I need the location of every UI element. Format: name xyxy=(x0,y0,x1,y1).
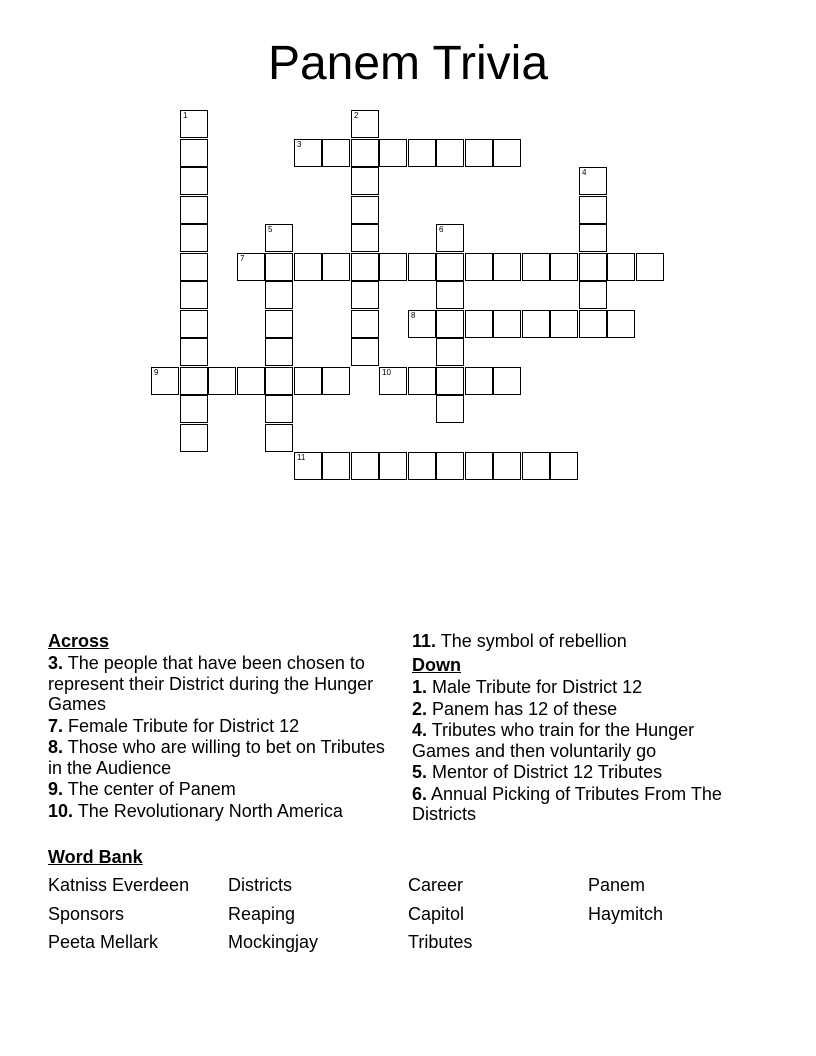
grid-cell[interactable] xyxy=(636,253,664,281)
clue-number: 7. xyxy=(48,715,64,736)
grid-cell[interactable] xyxy=(436,253,464,281)
grid-cell[interactable] xyxy=(351,196,379,224)
grid-cell[interactable] xyxy=(408,367,436,395)
across-clue-10 xyxy=(48,801,393,822)
grid-cell[interactable] xyxy=(436,452,464,480)
clue-text: The center of Panem xyxy=(67,779,236,799)
down-clue-5 xyxy=(412,762,752,783)
grid-cell[interactable] xyxy=(436,367,464,395)
grid-cell[interactable] xyxy=(351,338,379,366)
grid-cell[interactable] xyxy=(180,367,208,395)
clue-text: Mentor of District 12 Tributes xyxy=(432,762,663,782)
grid-cell[interactable] xyxy=(351,310,379,338)
cell-number: 2 xyxy=(354,111,359,120)
grid-cell[interactable] xyxy=(550,253,578,281)
word-bank-item: Reaping xyxy=(228,904,296,924)
grid-cell[interactable] xyxy=(322,139,350,167)
across-clue-8 xyxy=(48,737,393,778)
clue-text: Annual Picking of Tributes From The Districts xyxy=(412,783,722,824)
cell-number: 7 xyxy=(240,254,245,263)
cell-number: 10 xyxy=(382,368,391,377)
grid-cell[interactable] xyxy=(579,167,607,195)
cell-number: 11 xyxy=(297,453,306,462)
grid-cell[interactable] xyxy=(379,253,407,281)
clue-number: 3. xyxy=(48,653,64,673)
grid-cell[interactable] xyxy=(579,224,607,252)
grid-cell[interactable] xyxy=(550,452,578,480)
grid-cell[interactable] xyxy=(265,338,293,366)
grid-cell[interactable] xyxy=(408,139,436,167)
grid-cell[interactable] xyxy=(465,452,493,480)
clue-number: 1. xyxy=(412,677,428,697)
grid-cell[interactable] xyxy=(180,224,208,252)
grid-cell[interactable] xyxy=(436,281,464,309)
grid-cell[interactable] xyxy=(180,196,208,224)
grid-cell[interactable] xyxy=(465,310,493,338)
grid-cell[interactable] xyxy=(265,310,293,338)
grid-cell[interactable] xyxy=(579,196,607,224)
grid-cell[interactable] xyxy=(550,310,578,338)
clue-text: Male Tribute for District 12 xyxy=(432,677,643,697)
clue-text: Tributes who train for the Hunger Games and then voluntarily go xyxy=(412,720,695,761)
grid-cell[interactable] xyxy=(237,253,265,281)
grid-cell[interactable] xyxy=(436,139,464,167)
grid-cell[interactable] xyxy=(351,139,379,167)
grid-cell[interactable] xyxy=(351,224,379,252)
word-bank-heading: Word Bank xyxy=(48,847,143,867)
grid-cell[interactable] xyxy=(408,310,436,338)
grid-cell[interactable] xyxy=(379,367,407,395)
grid-cell[interactable] xyxy=(465,253,493,281)
grid-cell[interactable] xyxy=(493,310,521,338)
clue-number: 11. xyxy=(412,631,437,651)
word-bank-item: Mockingjay xyxy=(228,932,319,952)
grid-cell[interactable] xyxy=(579,281,607,309)
crossword-grid xyxy=(0,0,816,500)
grid-cell[interactable] xyxy=(265,395,293,423)
cell-number: 6 xyxy=(439,225,444,234)
word-bank-item: Katniss Everdeen xyxy=(48,875,190,895)
word-bank-item: Sponsors xyxy=(48,904,125,924)
grid-cell[interactable] xyxy=(294,139,322,167)
down-clue-2 xyxy=(412,699,752,720)
across-clue-11 xyxy=(412,629,752,653)
grid-cell[interactable] xyxy=(322,253,350,281)
grid-cell[interactable] xyxy=(208,367,236,395)
grid-cell[interactable] xyxy=(579,310,607,338)
grid-cell[interactable] xyxy=(180,253,208,281)
grid-cell[interactable] xyxy=(294,367,322,395)
page-title: Panem Trivia xyxy=(267,37,549,90)
grid-cell[interactable] xyxy=(579,253,607,281)
grid-cell[interactable] xyxy=(180,281,208,309)
grid-cell[interactable] xyxy=(265,367,293,395)
grid-cell[interactable] xyxy=(408,253,436,281)
clue-number: 6. xyxy=(412,783,428,804)
grid-cell[interactable] xyxy=(493,253,521,281)
grid-cell[interactable] xyxy=(408,452,436,480)
word-bank-item: Peeta Mellark xyxy=(48,932,159,952)
grid-cell[interactable] xyxy=(180,167,208,195)
grid-cell[interactable] xyxy=(351,452,379,480)
across-heading: Across xyxy=(48,631,110,651)
grid-cell[interactable] xyxy=(322,452,350,480)
cell-number: 5 xyxy=(268,225,273,234)
grid-cell[interactable] xyxy=(237,367,265,395)
clue-text: The symbol of rebellion xyxy=(440,631,627,651)
grid-cell[interactable] xyxy=(436,310,464,338)
across-clues xyxy=(48,629,393,822)
grid-cell[interactable] xyxy=(351,281,379,309)
word-bank-item: Panem xyxy=(588,875,646,895)
grid-cell[interactable] xyxy=(265,424,293,452)
grid-cell[interactable] xyxy=(607,310,635,338)
grid-cell[interactable] xyxy=(180,310,208,338)
down-clues xyxy=(412,629,752,826)
clue-number: 10. xyxy=(48,800,74,821)
across-clue-9 xyxy=(48,779,393,800)
clue-text: Female Tribute for District 12 xyxy=(68,715,300,736)
grid-cell[interactable] xyxy=(493,367,521,395)
grid-cell[interactable] xyxy=(522,310,550,338)
grid-cell[interactable] xyxy=(379,139,407,167)
grid-cell[interactable] xyxy=(180,338,208,366)
clue-text: Panem has 12 of these xyxy=(432,698,618,719)
cell-number: 9 xyxy=(154,368,159,377)
grid-cell[interactable] xyxy=(465,139,493,167)
grid-cell[interactable] xyxy=(379,452,407,480)
grid-cell[interactable] xyxy=(493,452,521,480)
grid-cell[interactable] xyxy=(351,167,379,195)
word-bank-item: Capitol xyxy=(408,904,465,924)
grid-cell[interactable] xyxy=(151,367,179,395)
grid-cell[interactable] xyxy=(265,281,293,309)
word-bank-item: Districts xyxy=(228,875,292,895)
grid-cell[interactable] xyxy=(294,253,322,281)
down-list xyxy=(412,677,752,825)
clue-number: 4. xyxy=(412,720,428,740)
grid-cell[interactable] xyxy=(436,338,464,366)
cell-number: 4 xyxy=(582,168,587,177)
down-heading: Down xyxy=(412,655,461,675)
cell-number: 1 xyxy=(183,111,188,120)
grid-cell[interactable] xyxy=(493,139,521,167)
grid-cell[interactable] xyxy=(522,452,550,480)
grid-cell[interactable] xyxy=(180,110,208,138)
grid-cell[interactable] xyxy=(522,253,550,281)
word-bank-item: Career xyxy=(408,875,464,895)
grid-cell[interactable] xyxy=(351,110,379,138)
clue-number: 8. xyxy=(48,737,64,757)
across-clue-3 xyxy=(48,653,393,715)
grid-cell[interactable] xyxy=(322,367,350,395)
down-clue-6 xyxy=(412,784,752,825)
clue-text: Those who are willing to bet on Tributes in the Audience xyxy=(48,737,385,778)
grid-cell[interactable] xyxy=(436,395,464,423)
clue-number: 9. xyxy=(48,779,64,799)
grid-cell[interactable] xyxy=(351,253,379,281)
across-list xyxy=(48,653,393,821)
clue-number: 5. xyxy=(412,762,428,782)
grid-cell[interactable] xyxy=(607,253,635,281)
grid-cell[interactable] xyxy=(180,395,208,423)
down-clue-1 xyxy=(412,677,752,698)
clue-text: The people that have been chosen to represent their District during the Hunger Games xyxy=(48,653,374,714)
grid-cell[interactable] xyxy=(265,224,293,252)
grid-cell[interactable] xyxy=(180,139,208,167)
grid-cell[interactable] xyxy=(436,224,464,252)
grid-cell[interactable] xyxy=(180,424,208,452)
word-bank-item: Tributes xyxy=(408,932,473,952)
down-clue-4 xyxy=(412,720,752,761)
grid-cell[interactable] xyxy=(294,452,322,480)
grid-cell[interactable] xyxy=(265,253,293,281)
word-bank-item: Haymitch xyxy=(588,904,664,924)
cell-number: 3 xyxy=(297,140,302,149)
across-clue-7 xyxy=(48,716,393,737)
clue-text: The Revolutionary North America xyxy=(77,800,343,821)
clue-number: 2. xyxy=(412,698,428,719)
grid-cell[interactable] xyxy=(465,367,493,395)
cell-number: 8 xyxy=(411,311,416,320)
